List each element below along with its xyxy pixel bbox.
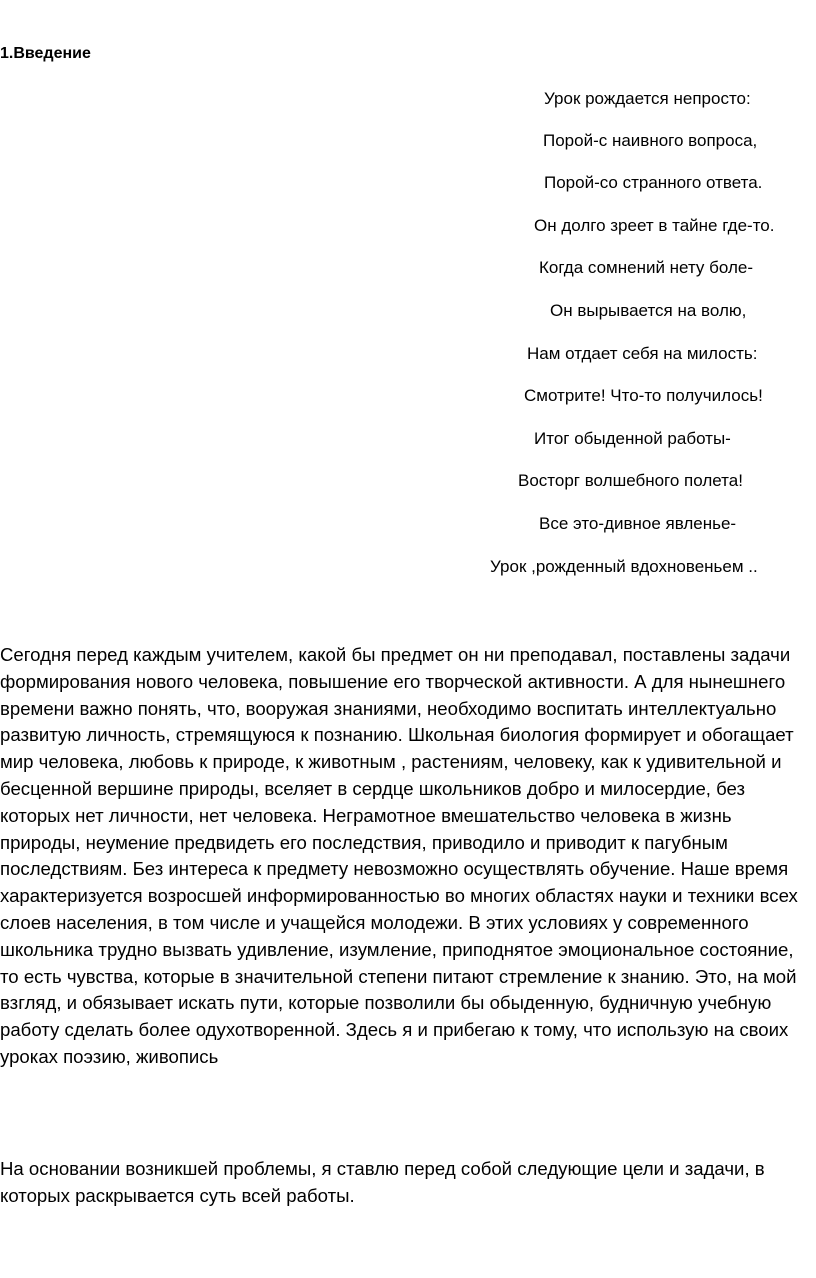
poem-line: Он вырывается на волю, (550, 301, 747, 320)
body-paragraph: Сегодня перед каждым учителем, какой бы предмет он ни преподавал, поставлены задачи формирования нового человека, повышение его творческой активности. А для нынешнего времени важно понять, что, вооружая знаниями, необходимо воспитать интеллектуально развитую личность, стремящуюся к познанию. Школьная биология формирует и обогащает мир человека, любовь к природе, к животным , растениям, человеку, как к удивительной и бесценной вершине природы, вселяет в сердце школьников добро и милосердие, без которых нет личности, нет человека. Неграмотное вмешательство человека в жизнь природы, неумение предвидеть его последствия, приводило и приводит к пагубным последствиям. Без интереса к предмету невозможно осуществлять обучение. Наше время характеризуется возросшей информированностью во многих областях науки и техники всех слоев населения, в том числе и учащейся молодежи. В этих условиях у современного школьника трудно вызвать удивление, изумление, приподнятое эмоциональное состояние, то есть чувства, которые в значительной степени питают стремление к знанию. Это, на мой взгляд, и обязывает искать пути, которые позволили бы обыденную, будничную учебную работу сделать более одухотворенной. Здесь я и прибегаю к тому, что использую на своих уроках поэзию, живопись (0, 644, 798, 1067)
poem-line: Он долго зреет в тайне где-то. (534, 216, 775, 235)
poem-epigraph (0, 0, 816, 600)
poem-line: Порой-с наивного вопроса, (543, 131, 758, 150)
poem-line: Итог обыденной работы- (534, 429, 731, 448)
body-paragraph: На основании возникшей проблемы, я ставлю перед собой следующие цели и задачи, в которых раскрывается суть всей работы. (0, 1158, 765, 1206)
section-heading: 1.Введение (0, 45, 91, 62)
poem-line: Все это-дивное явленье- (539, 514, 737, 533)
poem-line: Когда сомнений нету боле- (539, 258, 754, 277)
poem-line: Смотрите! Что-то получилось! (524, 386, 763, 405)
poem-line: Урок рождается непросто: (544, 89, 751, 108)
poem-line: Восторг волшебного полета! (518, 471, 743, 490)
poem-line: Урок ,рожденный вдохновеньем .. (490, 557, 758, 576)
poem-line: Порой-со странного ответа. (544, 173, 763, 192)
poem-line: Нам отдает себя на милость: (527, 344, 758, 363)
